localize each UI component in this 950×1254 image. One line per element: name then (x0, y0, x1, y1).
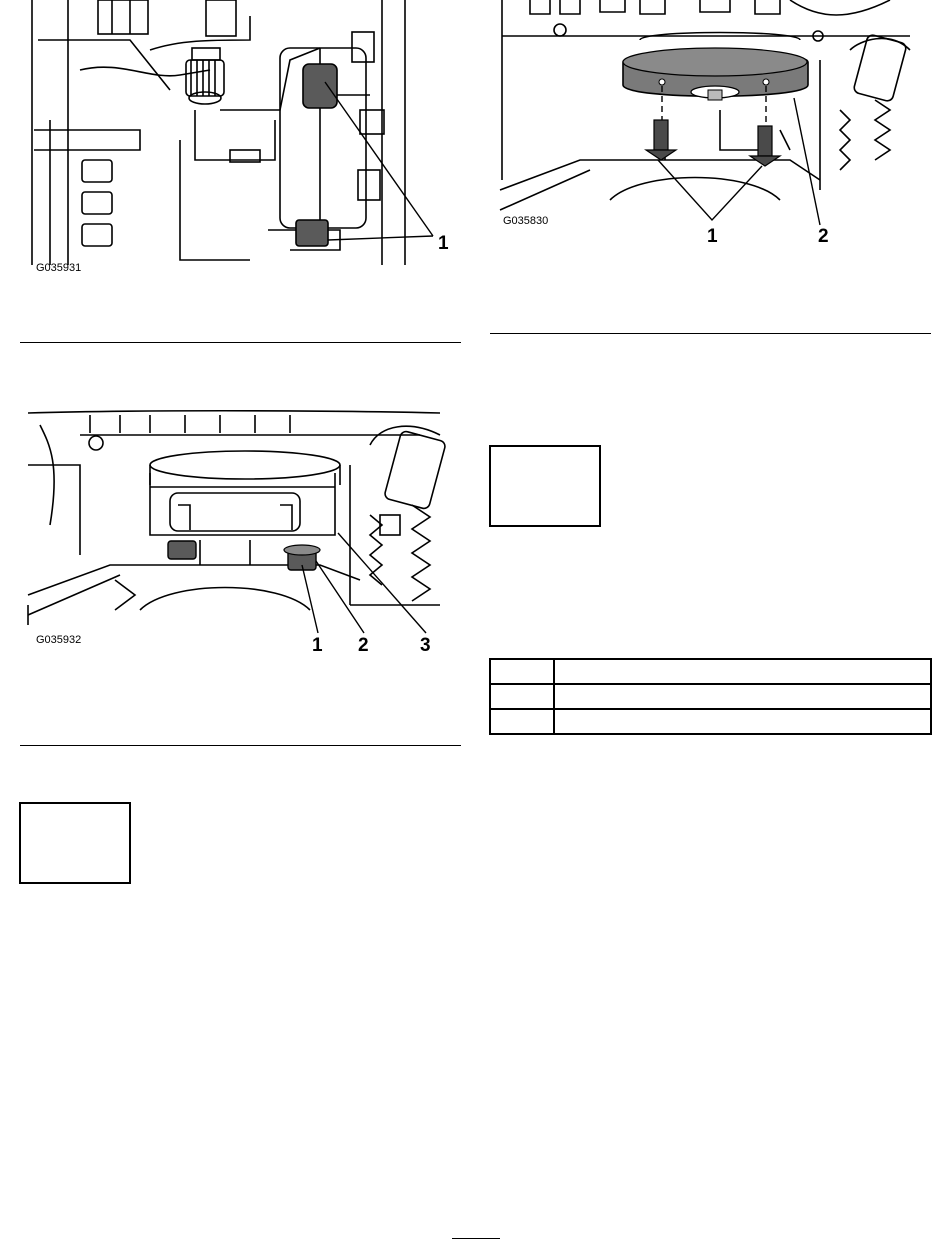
figure-2-callout-2: 2 (818, 226, 829, 247)
empty-box-left (19, 802, 131, 884)
figure-3-code: G035932 (36, 634, 82, 646)
legend-cell (554, 709, 931, 734)
legend-row (490, 659, 931, 684)
figure-1-code: G035931 (36, 262, 82, 274)
footer-line (452, 1238, 500, 1239)
figure-3-callout-2: 2 (358, 635, 369, 656)
figure-3-illustration (20, 405, 460, 655)
figure-3-callout-3: 3 (420, 635, 431, 656)
legend-cell (490, 684, 554, 709)
legend-row (490, 684, 931, 709)
figure-2-illustration (490, 0, 930, 250)
divider-left-2 (20, 745, 461, 746)
divider-right-1 (490, 333, 931, 334)
empty-box-right (489, 445, 601, 527)
legend-cell (554, 659, 931, 684)
figure-1-illustration (20, 0, 460, 290)
legend-row (490, 709, 931, 734)
figure-2-code: G035830 (503, 215, 549, 227)
legend-cell (490, 659, 554, 684)
figure-3-callout-1: 1 (312, 635, 323, 656)
divider-left-1 (20, 342, 461, 343)
figure-1-callout-1: 1 (438, 233, 449, 254)
legend-table (489, 658, 932, 735)
legend-cell (490, 709, 554, 734)
figure-2-callout-1: 1 (707, 226, 718, 247)
legend-cell (554, 684, 931, 709)
